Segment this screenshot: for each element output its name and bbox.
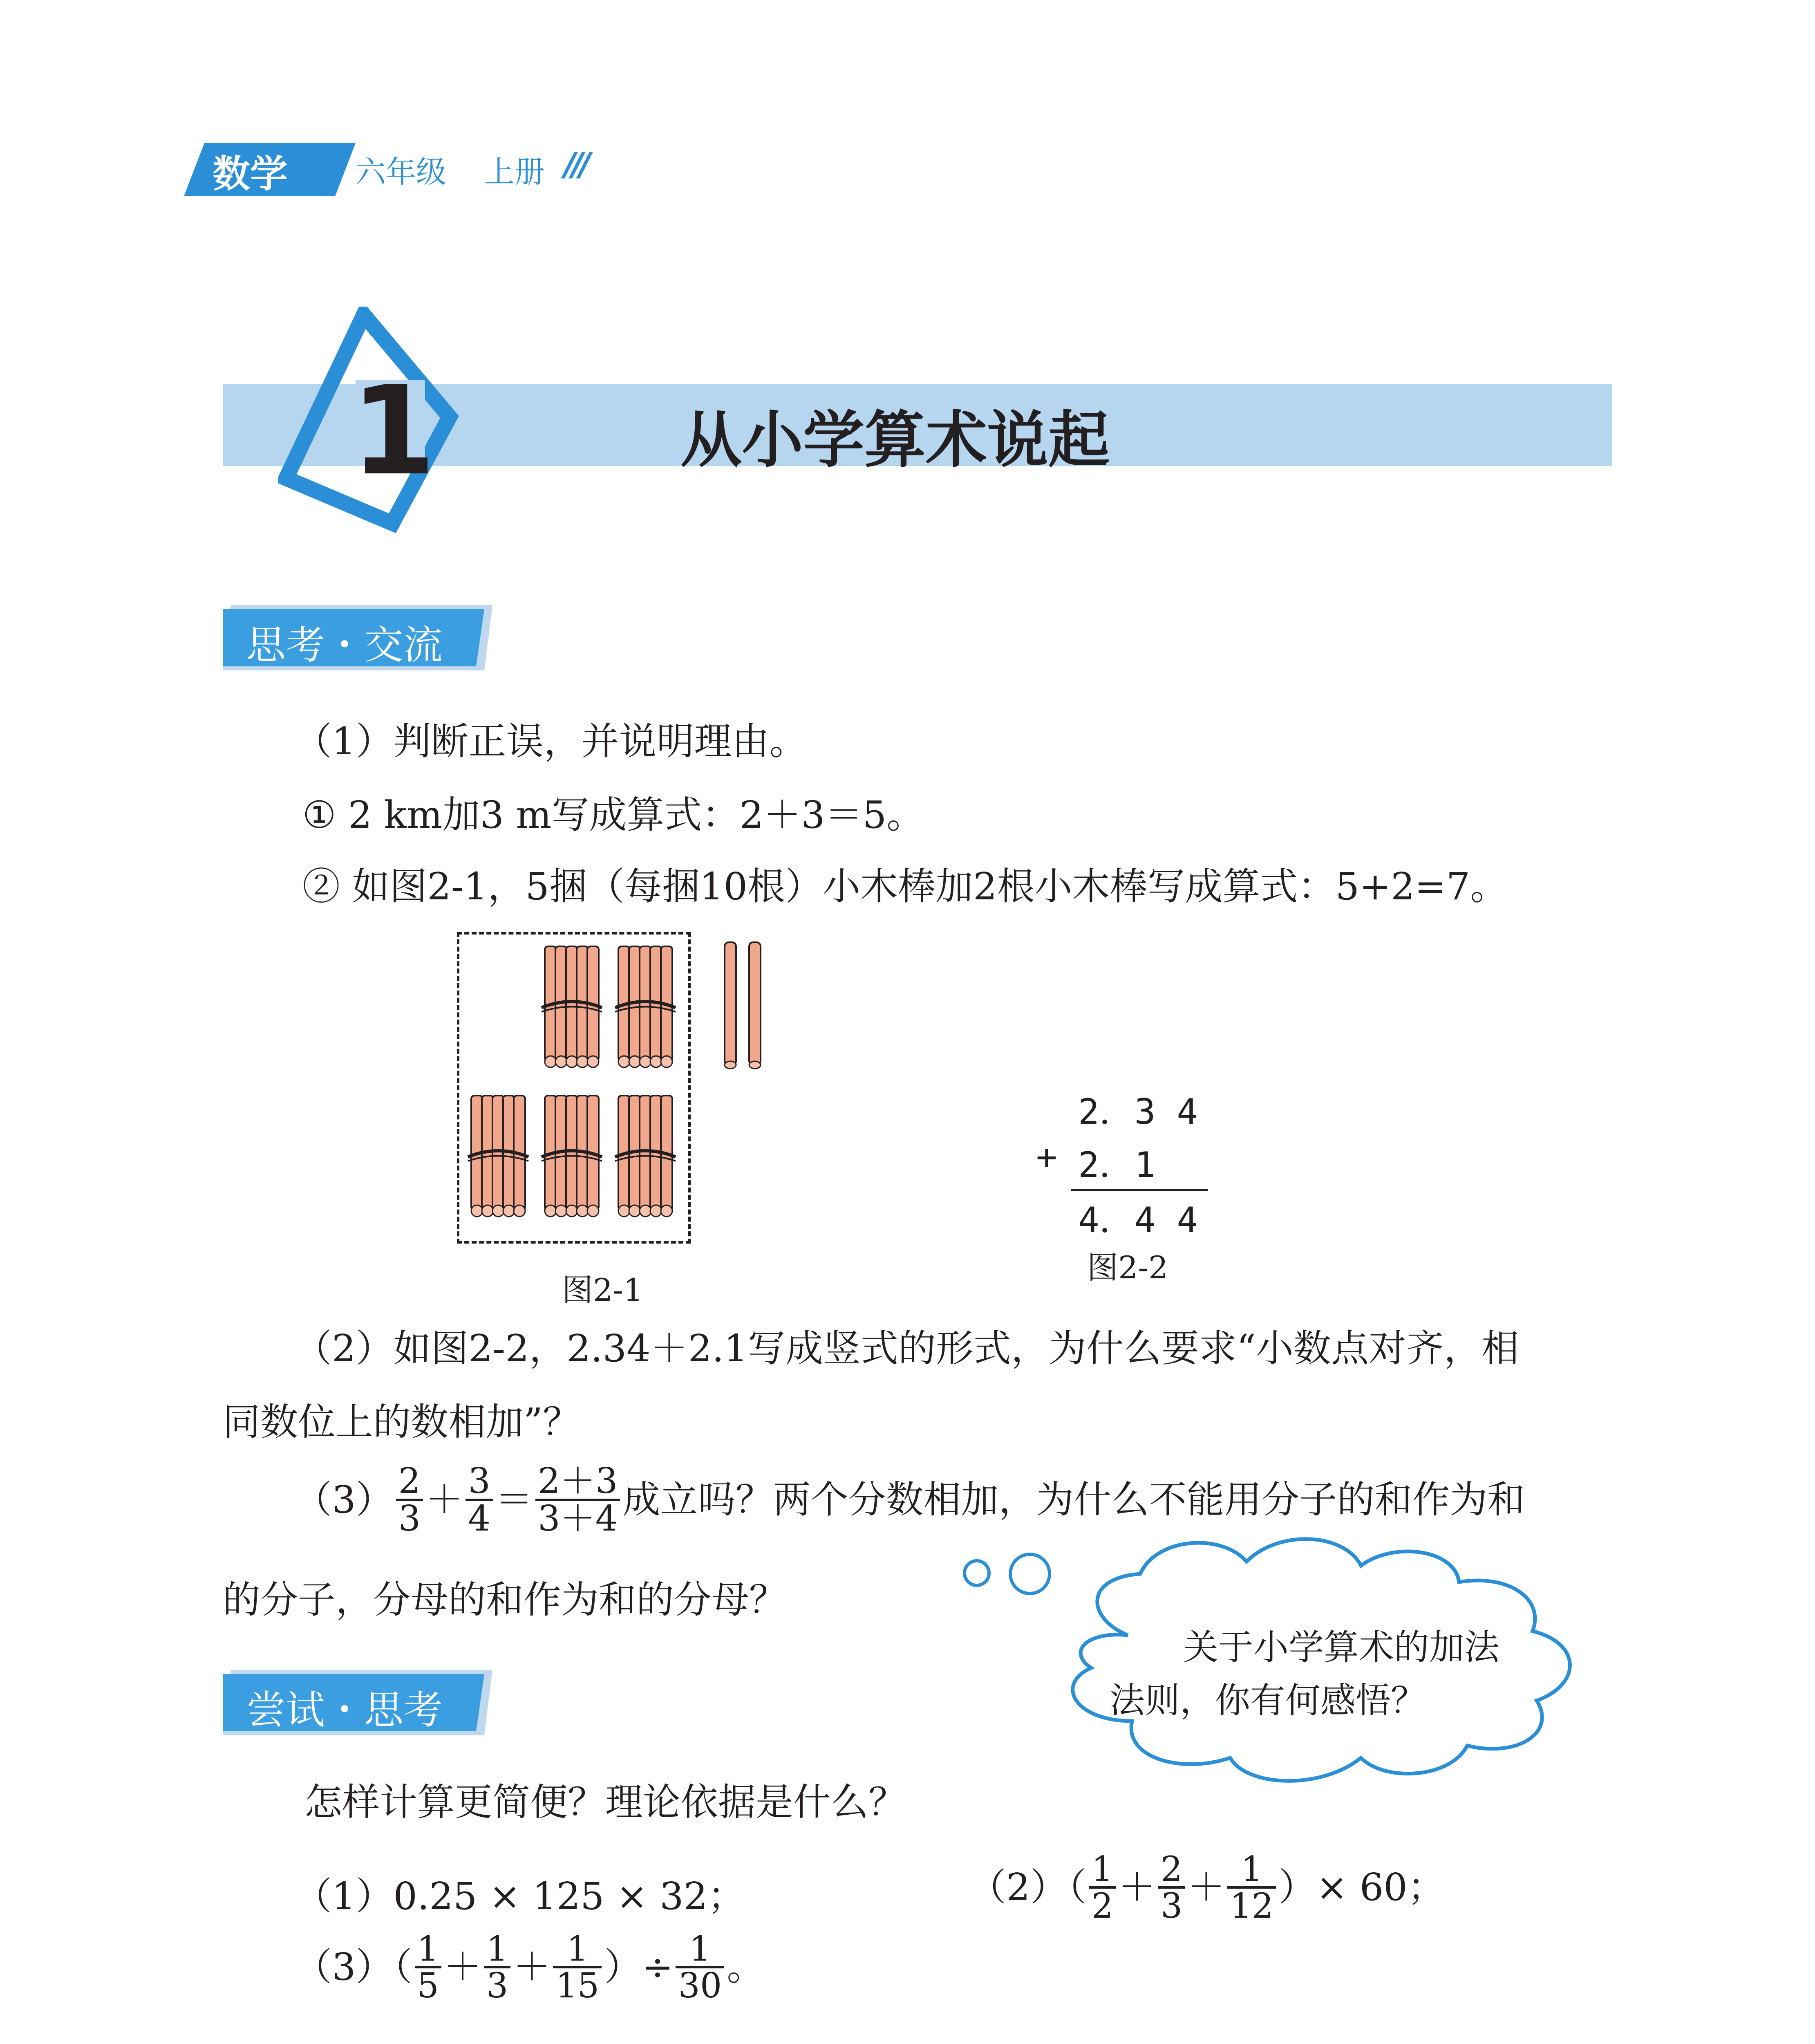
problem-2-fraction-3	[1227, 1849, 1276, 1926]
vertical-result: 4．4 4	[1078, 1200, 1198, 1241]
thought-cloud-line1: 关于小学算术的加法	[1183, 1627, 1499, 1668]
stick-bundles	[457, 932, 784, 1243]
q3-suffix: 成立吗？两个分数相加，为什么不能用分子的和作为和	[622, 1478, 1525, 1522]
fraction-numerator: 1	[676, 1932, 724, 1968]
fraction-numerator: 1	[1227, 1852, 1276, 1889]
q3-plus: ＋	[425, 1478, 463, 1522]
problem-3-fraction-3	[553, 1929, 602, 2006]
problem-2-fraction-1	[1089, 1849, 1116, 1926]
fraction-numerator: 3	[465, 1464, 493, 1501]
try-intro: 怎样计算更简便？理论依据是什么？	[304, 1780, 906, 1824]
chapter-title: 从小学算术说起	[680, 405, 1110, 476]
problem-2-prefix: （2）（	[969, 1865, 1087, 1909]
problem-3-fraction-4	[676, 1929, 724, 2006]
plus-sign: ＋	[444, 1945, 482, 1989]
fraction-denominator: 4	[468, 1498, 490, 1539]
problem-3-mid: ）÷	[604, 1945, 674, 1989]
header-subject: 数学	[213, 152, 288, 196]
problem-3-end: 。	[727, 1945, 765, 1989]
section-tag-think-discuss	[223, 605, 492, 670]
fraction-denominator: 5	[417, 1966, 439, 2006]
problem-2-suffix: ）× 60；	[1278, 1865, 1445, 1909]
fraction-denominator: 30	[678, 1966, 722, 2006]
problem-3-prefix: （3）（	[294, 1945, 412, 1989]
q3-prefix: （3）	[294, 1478, 394, 1522]
problem-3-fraction-2	[484, 1929, 510, 2006]
fraction-denominator: 2	[1091, 1886, 1113, 1926]
q3-line1	[294, 1461, 1525, 1539]
thought-cloud-line2: 法则，你有何感悟？	[1110, 1680, 1426, 1721]
fraction-denominator: 15	[555, 1966, 600, 2006]
q2-line2: 同数位上的数相加”？	[223, 1400, 581, 1444]
problem-1: （1）0.25 × 125 × 32；	[294, 1874, 745, 1918]
section-tag-label: 尝试・思考	[246, 1687, 443, 1733]
figure-2-2-caption: 图2-2	[1087, 1249, 1168, 1286]
vertical-row2: 2．1	[1078, 1145, 1156, 1186]
header-slashes: ///	[564, 146, 587, 183]
fraction-denominator: 3	[486, 1966, 508, 2006]
problem-2-fraction-2	[1158, 1849, 1185, 1926]
fraction-denominator: 12	[1230, 1886, 1274, 1926]
q3-equals: ＝	[495, 1478, 533, 1522]
fraction-denominator: 3＋4	[538, 1498, 618, 1539]
q3-fraction-3	[535, 1461, 620, 1539]
q3-fraction-1	[396, 1461, 423, 1539]
fraction-numerator: 1	[484, 1932, 510, 1968]
fraction-numerator: 2＋3	[535, 1464, 620, 1501]
section-tag-label: 思考・交流	[246, 622, 443, 668]
q1b-text: ② 如图2-1，5捆（每捆10根）小木棒加2根小木棒写成算式：5+2=7。	[302, 865, 1508, 908]
fraction-denominator: 3	[398, 1498, 421, 1539]
fraction-numerator: 1	[415, 1932, 441, 1968]
section-tag-try-think	[223, 1670, 492, 1735]
plus-sign: ＋	[1118, 1865, 1156, 1909]
plus-sign: ＋	[1187, 1865, 1225, 1909]
chapter-number: 1	[351, 360, 436, 502]
q3-line2: 的分子，分母的和作为和的分母？	[223, 1578, 787, 1622]
problem-3-fraction-1	[415, 1929, 441, 2006]
q1-text: （1）判断正误，并说明理由。	[294, 719, 807, 763]
figure-2-1-caption: 图2-1	[562, 1272, 643, 1308]
q3-fraction-2	[465, 1461, 493, 1539]
fraction-numerator: 2	[1158, 1852, 1185, 1889]
fraction-numerator: 1	[553, 1932, 602, 1968]
fraction-denominator: 3	[1161, 1886, 1183, 1926]
vertical-row1: 2．3 4	[1078, 1091, 1198, 1132]
plus-sign: ＋	[513, 1945, 551, 1989]
q1a-text: ① 2 km加3 m写成算式：2＋3＝5。	[302, 793, 924, 837]
header-grade: 六年级	[356, 155, 446, 190]
problem-3	[294, 1929, 765, 2006]
vertical-plus: +	[1036, 1136, 1057, 1177]
q2-line1: （2）如图2-2，2.34＋2.1写成竖式的形式，为什么要求“小数点对齐，相	[294, 1327, 1519, 1370]
fraction-numerator: 1	[1089, 1852, 1116, 1889]
header-volume: 上册	[484, 155, 545, 190]
vertical-sum-line	[1071, 1189, 1208, 1191]
problem-2	[969, 1849, 1445, 1926]
fraction-numerator: 2	[396, 1464, 423, 1501]
